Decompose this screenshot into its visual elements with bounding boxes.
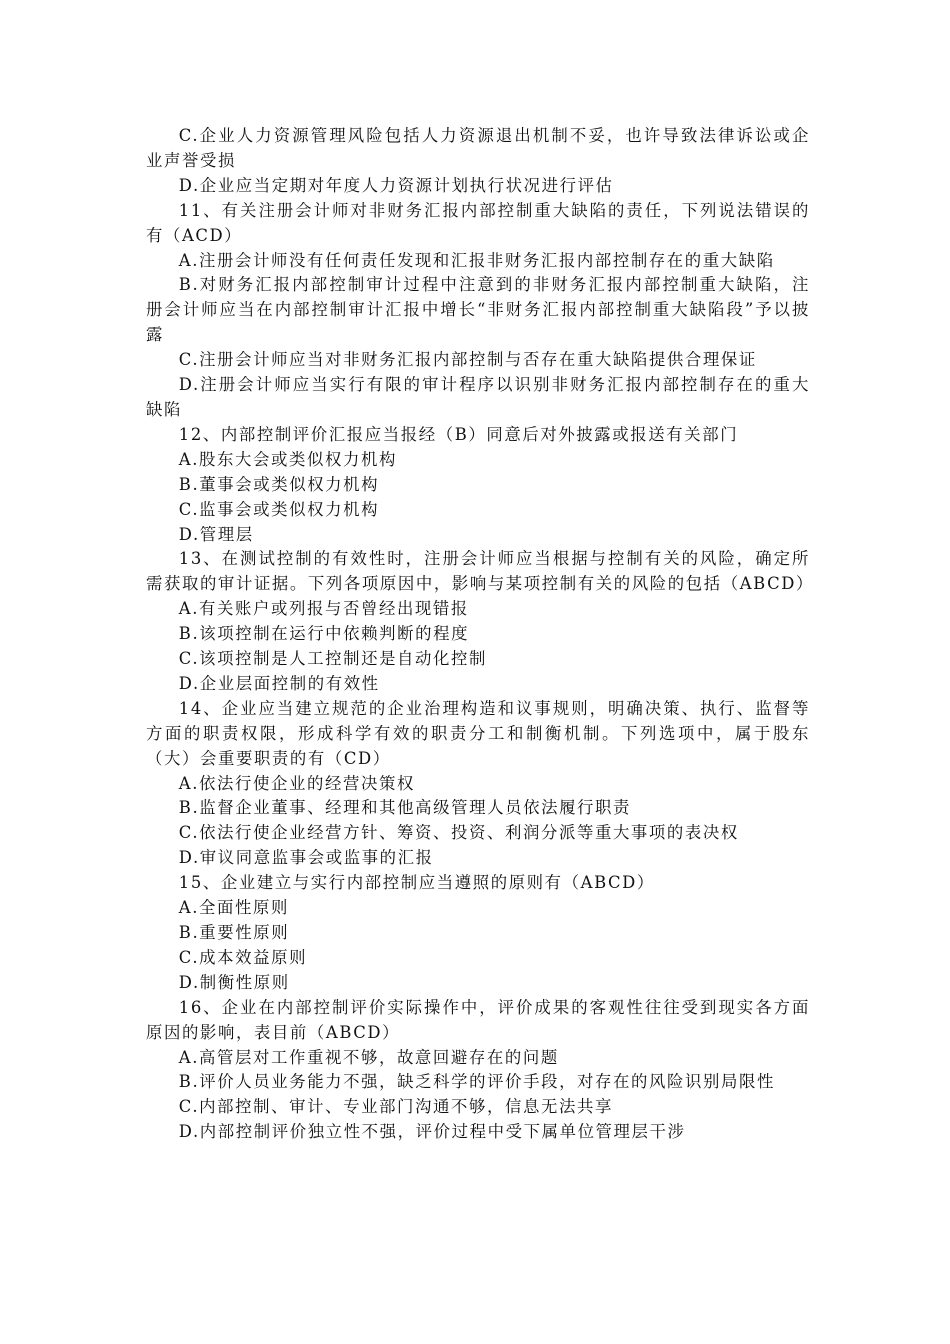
question-13-option-d: D.企业层面控制的有效性 <box>178 673 380 693</box>
question-14-option-c: C.依法行使企业经营方针、筹资、投资、利润分派等重大事项的表决权 <box>178 823 739 843</box>
question-11-option-b: B.对财务汇报内部控制审计过程中注意到的非财务汇报内部控制重大缺陷，注册会计师应当在内部控制审计汇报中增长“非财务汇报内部控制重大缺陷段”予以披露 <box>146 275 810 345</box>
question-14-option-b: B.监督企业董事、经理和其他高级管理人员依法履行职责 <box>178 798 632 818</box>
question-14-option-a: A.依法行使企业的经营决策权 <box>178 773 415 793</box>
question-15-option-d: D.制衡性原则 <box>178 972 290 992</box>
question-13-option-b: B.该项控制在运行中依赖判断的程度 <box>178 624 470 644</box>
option-c-text: C.企业人力资源管理风险包括人力资源退出机制不妥，也许导致法律诉讼或企业声誉受损 <box>146 126 810 170</box>
question-12-option-a: A.股东大会或类似权力机构 <box>178 449 397 469</box>
document-body <box>146 124 814 1145</box>
question-12-option-c: C.监事会或类似权力机构 <box>178 499 380 519</box>
question-14-option-d: D.审议同意监事会或监事的汇报 <box>178 848 434 868</box>
option-d-text: D.企业应当定期对年度人力资源计划执行状况进行评估 <box>178 175 614 195</box>
question-16-option-d: D.内部控制评价独立性不强，评价过程中受下属单位管理层干涉 <box>178 1122 686 1142</box>
question-16-option-b: B.评价人员业务能力不强，缺乏科学的评价手段，对存在的风险识别局限性 <box>178 1072 775 1092</box>
question-11: 11、有关注册会计师对非财务汇报内部控制重大缺陷的责任，下列说法错误的有（ACD） <box>146 200 810 245</box>
question-13: 13、在测试控制的有效性时，注册会计师应当根据与控制有关的风险，确定所需获取的审计证据。下列各项原因中，影响与某项控制有关的风险的包括（ABCD） <box>146 549 814 594</box>
question-16-option-c: C.内部控制、审计、专业部门沟通不够，信息无法共享 <box>178 1097 613 1117</box>
question-15-option-c: C.成本效益原则 <box>178 947 308 967</box>
question-12-option-d: D.管理层 <box>178 524 254 544</box>
question-16-option-a: A.高管层对工作重视不够，故意回避存在的问题 <box>178 1047 559 1067</box>
question-16: 16、企业在内部控制评价实际操作中，评价成果的客观性往往受到现实各方面原因的影响，表目前（ABCD） <box>146 997 810 1042</box>
question-14: 14、企业应当建立规范的企业治理构造和议事规则，明确决策、执行、监督等方面的职责权限，形成科学有效的职责分工和制衡机制。下列选项中，属于股东（大）会重要职责的有（CD） <box>146 698 810 768</box>
question-12: 12、内部控制评价汇报应当报经（B）同意后对外披露或报送有关部门 <box>178 424 739 444</box>
question-15-option-b: B.重要性原则 <box>178 923 290 942</box>
question-11-option-a: A.注册会计师没有任何责任发现和汇报非财务汇报内部控制存在的重大缺陷 <box>178 250 775 270</box>
question-12-option-b: B.董事会或类似权力机构 <box>178 474 380 494</box>
question-15-option-a: A.全面性原则 <box>178 898 289 918</box>
question-13-option-a: A.有关账户或列报与否曾经出现错报 <box>178 599 469 619</box>
question-11-option-d: D.注册会计师应当实行有限的审计程序以识别非财务汇报内部控制存在的重大缺陷 <box>146 375 810 419</box>
question-11-option-c: C.注册会计师应当对非财务汇报内部控制与否存在重大缺陷提供合理保证 <box>178 350 757 370</box>
question-13-option-c: C.该项控制是人工控制还是自动化控制 <box>178 649 488 669</box>
question-15: 15、企业建立与实行内部控制应当遵照的原则有（ABCD） <box>178 873 655 893</box>
